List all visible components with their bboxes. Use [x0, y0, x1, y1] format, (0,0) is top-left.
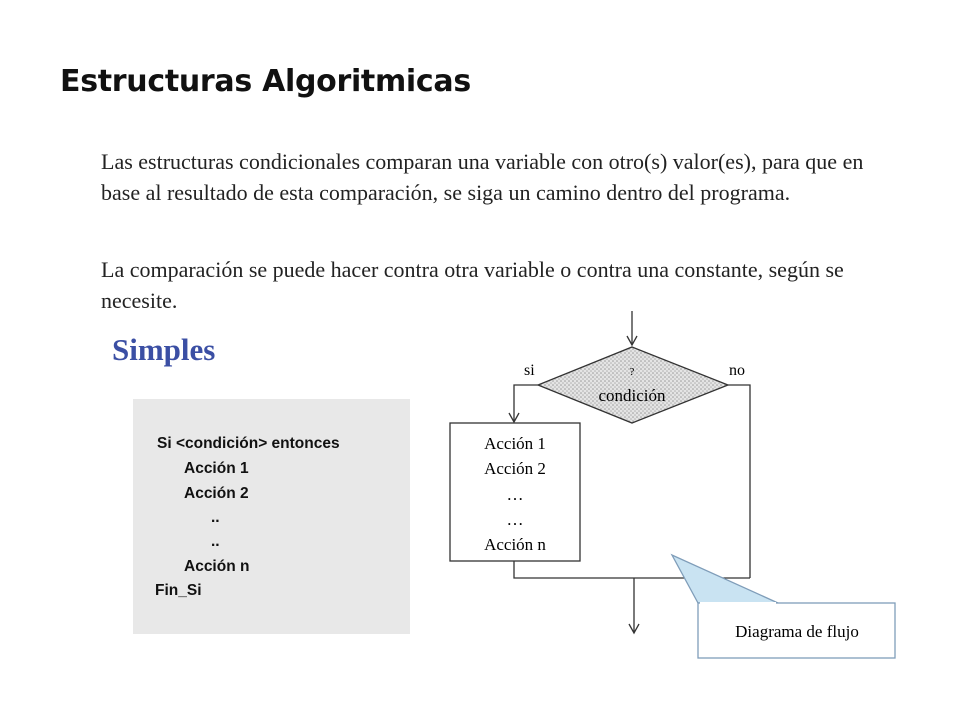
intro-paragraph: Las estructuras condicionales comparan una variable con otro(s) valor(es), para que en base al resultado de esta comparación, se siga un camino dentro del programa. [101, 149, 864, 205]
code-line-ellipsis-1: .. [211, 509, 220, 526]
section-subheading: Simples [112, 332, 216, 367]
yes-label: si [524, 362, 535, 379]
no-branch-line [728, 385, 750, 578]
action-ellipsis-2: … [506, 510, 524, 529]
code-line-ellipsis-2: .. [211, 533, 220, 550]
action-1: Acción 1 [484, 434, 546, 453]
code-line-action-1: Acción 1 [184, 460, 249, 477]
decision-diamond [538, 347, 728, 423]
action-2: Acción 2 [484, 459, 546, 478]
comparison-paragraph: La comparación se puede hacer contra otra variable o contra una constante, según se necesite. [101, 257, 844, 313]
code-line-action-2: Acción 2 [184, 485, 249, 502]
code-line-action-n: Acción n [184, 558, 250, 575]
action-ellipsis-1: … [506, 485, 524, 504]
action-n: Acción n [484, 535, 546, 554]
slide-title: Estructuras Algoritmicas [60, 64, 471, 99]
callout-pointer [672, 555, 778, 603]
no-label: no [729, 362, 745, 379]
callout-label: Diagrama de flujo [735, 622, 859, 641]
code-line-end-if: Fin_Si [155, 582, 202, 599]
code-line-if: Si <condición> entonces [157, 435, 340, 452]
condition-mark: ? [629, 366, 635, 378]
condition-label: condición [598, 386, 666, 405]
